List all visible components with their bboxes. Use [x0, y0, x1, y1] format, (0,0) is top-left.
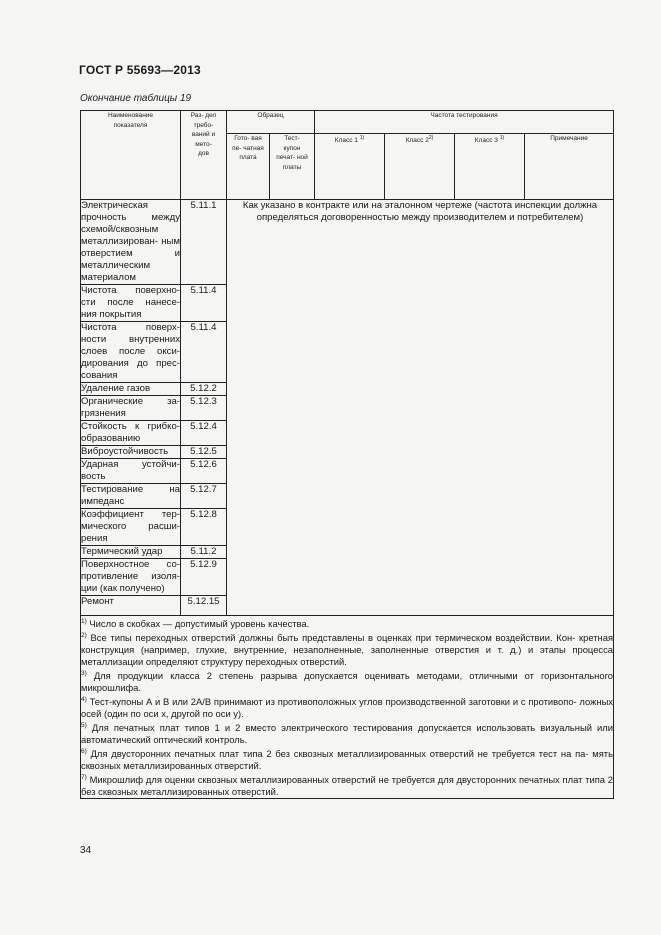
header-name: Наименование показателя	[81, 111, 181, 200]
row-section: 5.11.4	[181, 322, 227, 383]
page-number: 34	[80, 845, 92, 856]
footnote	[81, 616, 613, 630]
footnote-text: Число в скобках — допустимый уровень качества.	[89, 618, 310, 630]
row-name: Электрическая прочность между схемой/сквозным металлизирован- ным отверстием и металлическим материалом	[81, 200, 180, 283]
footnote	[81, 746, 613, 772]
footnote-mark: 5)	[81, 721, 87, 729]
row-section: 5.11.1	[181, 200, 227, 285]
footnotes	[81, 616, 614, 799]
footnote-mark: 7)	[81, 773, 87, 781]
header-class-3	[455, 134, 525, 200]
footnote	[81, 720, 613, 746]
footnote-mark: 3)	[81, 669, 87, 677]
footnote-mark: 2)	[81, 632, 87, 640]
header-remark: Примечание	[525, 134, 614, 200]
header-class-1-label: Класс 1	[334, 137, 358, 145]
row-name: Виброустойчивость	[81, 446, 181, 459]
row-name: Чистота поверхно- сти после нанесе- ния покрытия	[81, 285, 180, 320]
row-section: 5.12.9	[181, 559, 227, 596]
row-section: 5.12.8	[181, 509, 227, 546]
row-name: Поверхностное со- противление изоля- ции (как получено)	[81, 559, 180, 594]
header-test-coupon: Тест- купон печат- ной платы	[270, 134, 315, 200]
row-name: Ремонт	[81, 596, 181, 616]
footnote-text: Для печатных плат типов 1 и 2 вместо электрического тестирования допускается использовать визуальный или автоматический оптический контроль.	[81, 721, 613, 745]
row-section: 5.12.5	[181, 446, 227, 459]
footnote-ref: 2)	[428, 135, 434, 141]
row-section: 5.12.7	[181, 484, 227, 509]
header-section: Раз- дел требо- ваний и мето- дов	[181, 111, 227, 200]
row-name: Коэффициент тер- мического расши- рения	[81, 509, 180, 544]
header-class-2-label: Класс 2	[405, 137, 429, 145]
header-ready-board: Гото- вая пе- чатная плата	[227, 134, 270, 200]
row-section: 5.12.4	[181, 421, 227, 446]
row-name: Ударная устойчи- вость	[81, 459, 180, 482]
row-name: Чистота поверх- ности внутренних слоев после окси- дирования до прес- сования	[81, 322, 180, 381]
footnote	[81, 772, 613, 798]
footnote-text: Тест-купоны А и В или 2А/В принимают из противоположных углов производственной заготовки и с противопо- ложных осей (один по оси х, другой по оси у).	[81, 695, 613, 719]
table-caption: Окончание таблицы 19	[80, 93, 192, 104]
document-title: ГОСТ Р 55693—2013	[79, 63, 201, 77]
row-name: Органические за- грязнения	[81, 396, 180, 419]
footnote-text: Для продукции класса 2 степень разрыва допускается оценивать методами, отличными от горизонтального микрошлифа.	[81, 670, 613, 693]
footnote-mark: 1)	[81, 618, 87, 625]
footnote	[81, 668, 613, 694]
footnote-text: Для двусторонних печатных плат типа 2 без сквозных металлизированных отверстий не требуется тест на па- мять сквозных металлизированных отверстий.	[81, 747, 613, 771]
row-section: 5.12.2	[181, 383, 227, 396]
requirements-table	[80, 110, 614, 799]
merged-frequency-note: Как указано в контракте или на эталонном чертеже (частота инспекции должна определяться договоренностью между производителем и потребителем)	[227, 200, 614, 616]
footnote-mark: 6)	[81, 747, 87, 755]
row-name: Термический удар	[81, 546, 181, 559]
row-section: 5.12.6	[181, 459, 227, 484]
header-class-2	[385, 134, 455, 200]
row-section: 5.12.15	[181, 596, 227, 616]
header-class-1	[315, 134, 385, 200]
footnote-ref: 1)	[359, 135, 365, 141]
row-section: 5.11.4	[181, 285, 227, 322]
footnote-text: Все типы переходных отверстий должны быть представлены в оценках при термическом воздействии. Кон- кретная конструкция (например, глухие, внутренние, незаполненные, заполненные отверстия и т. д.) и этапы процесса металлизации определяют структуру переходных отверстий.	[81, 632, 613, 667]
row-section: 5.12.3	[181, 396, 227, 421]
footnote	[81, 694, 613, 720]
row-name: Стойкость к грибко- образованию	[81, 421, 180, 444]
footnote-text: Микрошлиф для оценки сквозных металлизированных отверстий не требуется для двусторонних печатных плат типа 2 без сквозных металлизированных отверстий.	[81, 773, 613, 797]
header-frequency: Частота тестирования	[315, 111, 614, 134]
row-name: Удаление газов	[81, 383, 181, 396]
header-class-3-label: Класс 3	[474, 137, 498, 145]
footnote-mark: 4)	[81, 695, 87, 703]
row-name: Тестирование на импеданс	[81, 484, 180, 507]
footnote	[81, 630, 613, 668]
header-sample: Образец	[227, 111, 315, 134]
row-section: 5.11.2	[181, 546, 227, 559]
footnote-ref: 1)	[499, 135, 505, 141]
